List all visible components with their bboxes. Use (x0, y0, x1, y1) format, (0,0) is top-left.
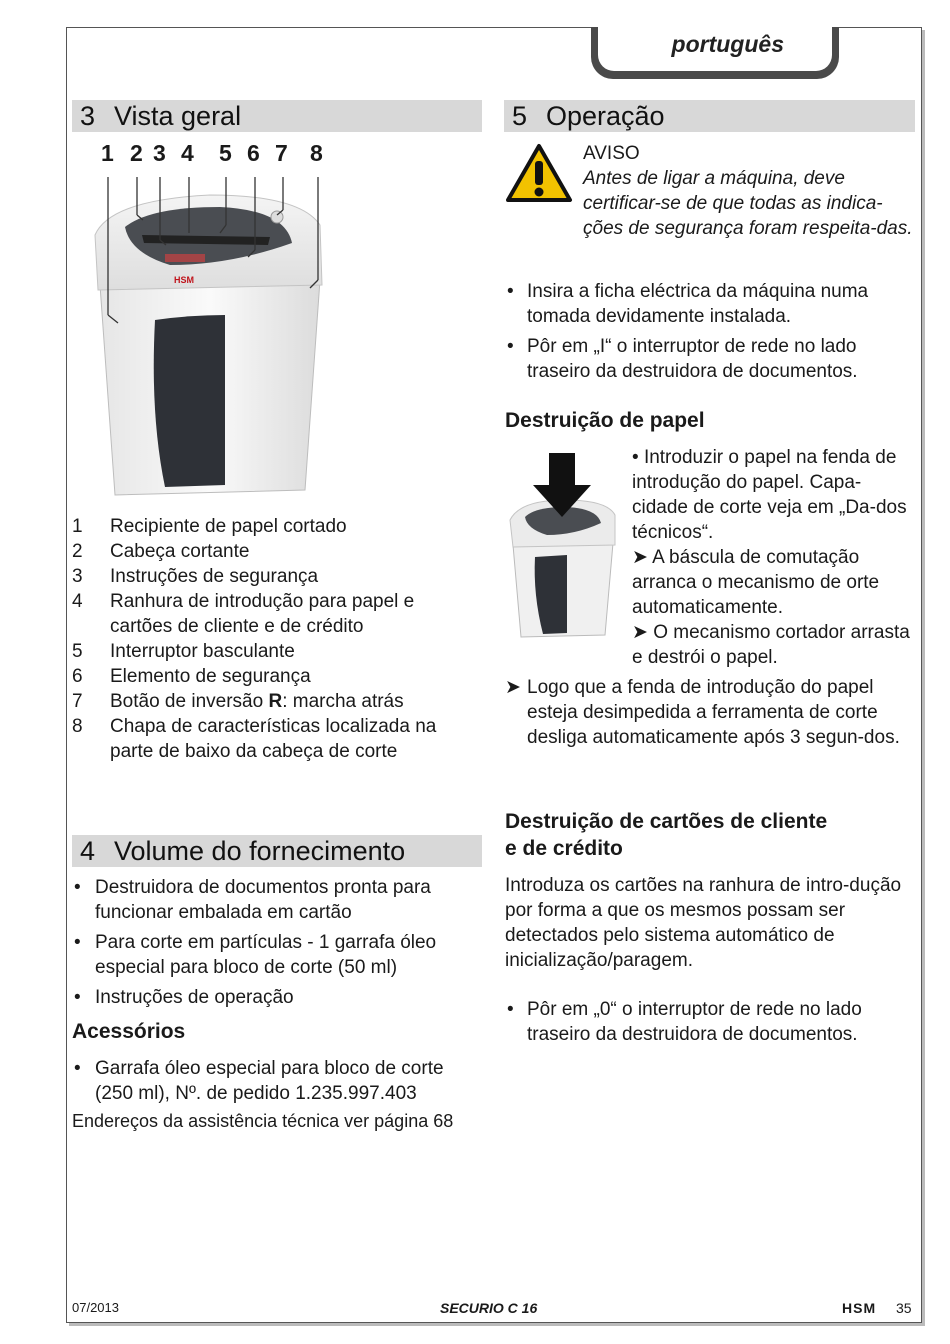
item-7-text-post: : marcha atrás (282, 691, 404, 712)
bullet-dot: • (74, 932, 81, 953)
callout-1: 1 (101, 140, 114, 166)
item-3-text: Instruções de segurança (110, 566, 319, 587)
item-8-text: Chapa de características localizada na parte de baixo da cabeça de corte (110, 716, 437, 762)
bullet-dot: • (74, 987, 81, 1008)
supply-item-1: Destruidora de documentos pronta para funcionar embalada em cartão (95, 877, 431, 923)
hsm-logo-shredder: HSM (174, 275, 194, 285)
section-5-title: Operação (546, 101, 665, 131)
section-3-title: Vista geral (114, 101, 242, 131)
item-2-number: 2 (72, 541, 83, 562)
warning-icon (505, 143, 573, 203)
paper-destruction-title: Destruição de papel (505, 409, 705, 432)
callout-4: 4 (181, 140, 194, 166)
switch-off-step: Pôr em „0“ o interruptor de rede no lado traseiro da destruidora de documentos. (527, 999, 862, 1045)
paper-insertion-illustration (505, 445, 620, 640)
paper-result-1-text: A báscula de comutação arranca o mecanismo de orte automaticamente. (632, 547, 880, 618)
arrow-right-icon: ➤ (505, 677, 521, 698)
footer-model: SECURIO C 16 (440, 1300, 538, 1316)
paper-result-2-text: O mecanismo cortador arrasta e destrói o papel. (632, 622, 910, 668)
item-3-number: 3 (72, 566, 83, 587)
language-label: português (671, 31, 784, 57)
callout-3: 3 (153, 140, 166, 166)
item-7-text (110, 689, 480, 714)
item-1-number: 1 (72, 516, 83, 537)
bullet-dot: • (507, 281, 514, 302)
section-4-number: 4 (80, 836, 96, 866)
warning-text: Antes de ligar a máquina, deve certificar-se de que todas as indica-ções de segurança foram respeita-das. (583, 168, 913, 239)
section-4-heading (72, 835, 482, 867)
item-8-number: 8 (72, 716, 83, 737)
bullet-dot: • (507, 336, 514, 357)
cards-title-line-1: Destruição de cartões de cliente (505, 810, 828, 833)
warning-title: AVISO (583, 143, 640, 164)
item-7-text-pre: Botão de inversão (110, 691, 269, 712)
section-3-number: 3 (80, 101, 96, 131)
item-7-text-bold: R (268, 691, 283, 712)
arrow-right-icon: ➤ (632, 622, 648, 643)
operation-step-1: Insira a ficha eléctrica da máquina numa tomada devidamente instalada. (527, 281, 869, 327)
footer-date: 07/2013 (72, 1300, 119, 1315)
paper-step-text: Introduzir o papel na fenda de introdução do papel. Capa-cidade de corte veja em „Da-dos técnicos“. (632, 447, 907, 543)
callout-6: 6 (247, 140, 260, 166)
item-6-number: 6 (72, 666, 83, 687)
section-3-heading (72, 100, 482, 132)
bullet-dot: • (74, 877, 81, 898)
section-5-number: 5 (512, 101, 528, 131)
arrow-right-icon: ➤ (632, 547, 648, 568)
section-5-heading (504, 100, 915, 132)
callout-5: 5 (219, 140, 232, 166)
supply-item-2: Para corte em partículas - 1 garrafa óleo especial para bloco de corte (50 ml) (95, 932, 437, 978)
accessory-item: Garrafa óleo especial para bloco de corte (250 ml), Nº. de pedido 1.235.997.403 (95, 1058, 444, 1104)
paper-result-1 (632, 545, 912, 620)
bullet-dot: • (74, 1058, 81, 1079)
item-4-number: 4 (72, 591, 83, 612)
footer-page-number: 35 (896, 1300, 912, 1316)
item-5-number: 5 (72, 641, 83, 662)
paper-result-2 (632, 620, 912, 670)
cards-text: Introduza os cartões na ranhura de intro-dução por forma a que os mesmos possam ser detectados pelo sistema automático de inicialização/paragem. (505, 875, 902, 971)
operation-step-2: Pôr em „I“ o interruptor de rede no lado traseiro da destruidora de documentos. (527, 336, 858, 382)
item-5-text: Interruptor basculante (110, 641, 295, 662)
callout-7: 7 (275, 140, 288, 166)
footer-brand-logo: HSM (842, 1300, 877, 1316)
callout-8: 8 (310, 140, 323, 166)
item-2-text: Cabeça cortante (110, 541, 250, 562)
accessories-title: Acessórios (72, 1020, 186, 1043)
item-6-text: Elemento de segurança (110, 666, 311, 687)
supply-item-3: Instruções de operação (95, 987, 294, 1008)
shredder-illustration (80, 165, 340, 500)
section-4-title: Volume do fornecimento (114, 836, 406, 866)
item-7-number: 7 (72, 691, 83, 712)
service-note: Endereços da assistência técnica ver página 68 (72, 1111, 454, 1131)
bullet-dot: • (507, 999, 514, 1020)
paper-result-3: Logo que a fenda de introdução do papel esteja desimpedida a ferramenta de corte desliga automaticamente após 3 segun-dos. (527, 677, 900, 748)
item-1-text: Recipiente de papel cortado (110, 516, 347, 537)
cards-title-line-2: e de crédito (505, 837, 623, 860)
callout-2: 2 (130, 140, 143, 166)
paper-step: • Introduzir o papel na fenda de introdução do papel. Capa-cidade de corte veja em „Da-dos técnicos“. (632, 447, 907, 543)
item-4-text: Ranhura de introdução para papel e cartões de cliente e de crédito (110, 591, 415, 637)
